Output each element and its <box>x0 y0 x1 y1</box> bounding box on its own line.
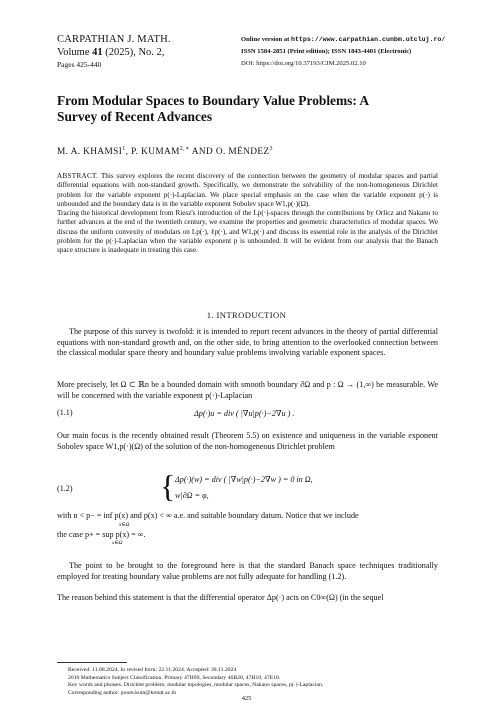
equation-number: (1.1) <box>57 408 73 417</box>
journal-url[interactable]: https://www.carpathian.cunbm.utcluj.ro/ <box>291 36 446 43</box>
footnotes <box>68 667 448 697</box>
equation-line-1: Δp(·)(w) = div ( |∇w|p(·)−2∇w ) = 0 in Ω, <box>175 475 313 484</box>
author-khamsi: M. A. KHAMSI <box>57 147 123 158</box>
brace: { <box>160 468 176 504</box>
equation-line-2: w|∂Ω = φ, <box>175 491 209 500</box>
intro-paragraph-5: The point to be brought to the foreground here is that the standard Banach space techniques traditionally employed for treating boundary value problems are not fully adequate for handling (1.2). <box>57 561 438 581</box>
author-kumam: P. KUMAM <box>131 147 180 158</box>
journal-volume: Volume 41 (2025), No. 2, <box>57 47 165 58</box>
intro-paragraph-2: More precisely, let Ω ⊂ ℝn be a bounded domain with smooth boundary ∂Ω and p : Ω → (1,∞) be measurable. We will be concerned with the variable exponent p(·)-Laplacian <box>57 380 438 400</box>
author-mendez: O. MÉNDEZ <box>215 147 270 158</box>
author-list: M. A. KHAMSI$^1$, P. $KUMAM^{2,∗}$ AND O. MÉNDEZ$^3$ <box>57 146 273 158</box>
publication-info <box>241 34 456 70</box>
equation-body: Δp(·)u = div ( |∇u|p(·)−2∇u ) . <box>194 409 295 418</box>
abstract-p2: Tracing the historical development from Riesz's introduction of the Lp(·)-spaces through the contributions by Orlicz and Nakano to further advances at the end of the twentieth century, we examine the properties and geometric characteristics of modular spaces. We discuss the uniform convexity of modulars on Lp(·), ℓp(·), and W1,p(·) and discuss its essential role in the analysis of the Dirichlet problem for the p(·)-Laplacian when the variable exponent p is unbounded. It will be evident from our analysis that the Banach space structure is inadequate in treating this case. <box>57 209 438 255</box>
doi[interactable]: DOI: https://doi.org/10.37193/CJM.2025.02.10 <box>241 60 366 67</box>
footnote-rule <box>57 662 127 663</box>
msc-classification: 2010 Mathematics Subject Classification. Primary 47H09, Secondary 46B20, 47H10, 47E10. <box>68 674 281 681</box>
page-number: 425 <box>241 695 252 702</box>
online-version: Online version at https://www.carpathian.cunbm.utcluj.ro/ <box>241 36 446 43</box>
journal-header <box>57 33 227 71</box>
intro-paragraph-3: Our main focus is the recently obtained result (Theorem 5.5) on existence and uniqueness in the variable exponent Sobolev space W1,p(·)(Ω) of the solution of the non-homogeneous Dirichlet problem <box>57 431 438 451</box>
received-dates: Received: 11.08.2024. In revised form: 22.11.2024. Accepted: 30.11.2024 <box>68 667 237 673</box>
intro-paragraph-1: The purpose of this survey is twofold: it is intended to report recent advances in the theory of partial differential equations with non-standard growth and, on the other side, to bring attention to the overlooked connection between the classical modular space theory and boundary value problems involving variable exponent spaces. <box>57 327 438 358</box>
paper-title: From Modular Spaces to Boundary Value Problems: A Survey of Recent Advances <box>57 93 370 124</box>
equation-number: (1.2) <box>57 484 73 493</box>
issn: ISSN 1584-2851 (Print edition); ISSN 1843-4401 (Electronic) <box>241 48 412 55</box>
corresponding-author: Corresponding author: poom.kum@kmutt.ac.th <box>68 689 177 696</box>
intro-paragraph-6: The reason behind this statement is that the differential operator Δp(·) acts on C0∞(Ω) (in the sequel <box>57 593 384 602</box>
equation-1-2 <box>57 468 438 507</box>
abstract <box>57 172 438 256</box>
intro-paragraph-4: with n < p− = inf p(x) and p(x) < ∞ a.e. and suitable boundary datum. Notice that we include x∈Ω the case p+ = sup p(x) = ∞. x∈Ω <box>57 511 359 547</box>
abstract-p1: ABSTRACT. This survey explores the recent discovery of the connection between the geometry of modular spaces and partial differential equations with non-standard growth. Specifically, we demonstrate the solvability of the non-homogeneous Dirichlet problem for the variable exponent p(·)-Laplacian. We place special emphasis on the case when the variable exponent p(·) is unbounded and the boundary data is in the variable exponent Sobolev space W1,p(·)(Ω). <box>57 172 438 208</box>
abstract-label: ABSTRACT. <box>57 172 99 180</box>
section-heading: 1. INTRODUCTION <box>206 310 287 320</box>
keywords: Key words and phrases. Dirichlet problem, modular topologies, modular spaces, Nakano spaces, p(·)-Laplacian. <box>68 682 324 689</box>
journal-name: CARPATHIAN J. MATH. <box>57 34 171 45</box>
journal-pages: Pages 425-440 <box>57 60 102 69</box>
